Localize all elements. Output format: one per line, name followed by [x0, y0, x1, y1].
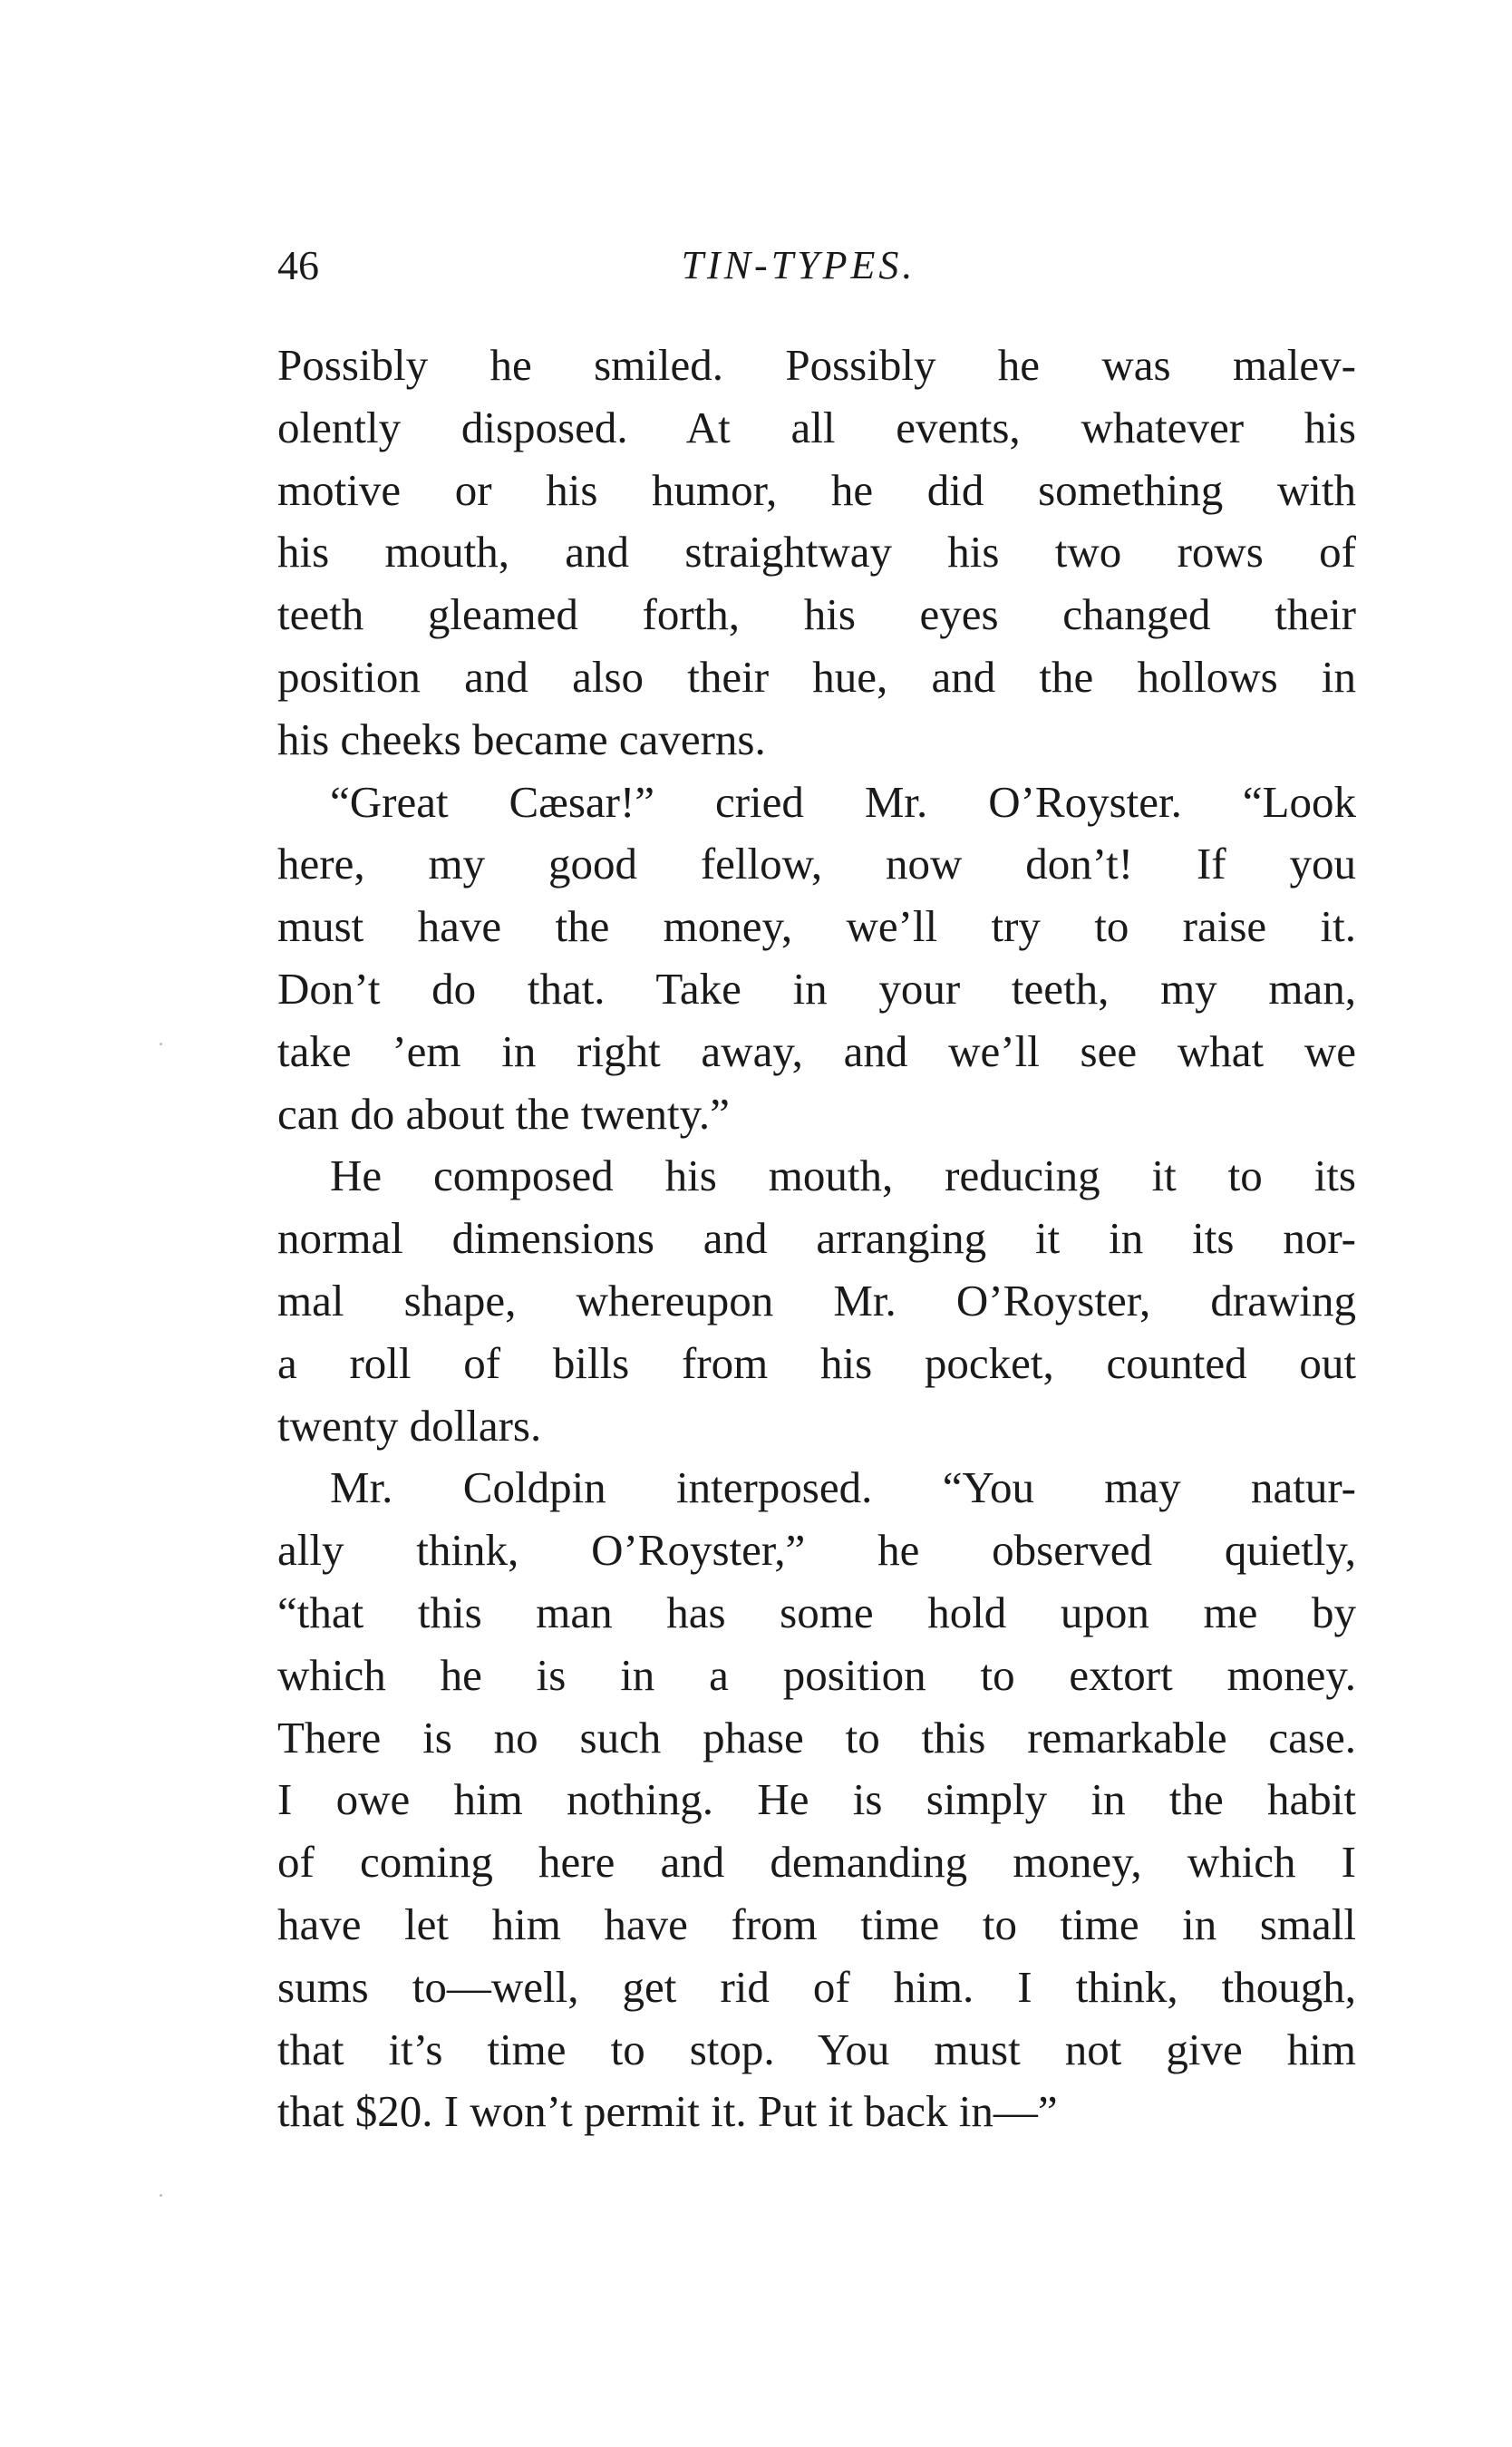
- text-line: motive or his humor, he did something with: [277, 464, 1356, 515]
- text-line: teeth gleamed forth, his eyes changed their: [277, 589, 1356, 640]
- text-line: position and also their hue, and the hollows in: [277, 651, 1356, 702]
- text-line: “Great Cæsar!” cried Mr. O’Royster. “Look: [330, 776, 1356, 827]
- text-line: must have the money, we’ll try to raise it.: [277, 901, 1356, 952]
- paragraph: [277, 772, 1356, 1146]
- text-line: twenty dollars.: [277, 1400, 542, 1451]
- text-line: of coming here and demanding money, which I: [277, 1837, 1356, 1888]
- running-head: [277, 234, 1356, 297]
- body-text: [277, 335, 1356, 2143]
- margin-speck: [160, 2194, 162, 2197]
- text-line: can do about the twenty.”: [277, 1088, 730, 1139]
- text-line: his mouth, and straightway his two rows of: [277, 527, 1356, 578]
- text-line: Possibly he smiled. Possibly he was malev-: [277, 340, 1356, 390]
- running-title: TIN-TYPES.: [681, 243, 916, 287]
- text-line: have let him have from time to time in small: [277, 1898, 1356, 1949]
- text-line: olently disposed. At all events, whatever his: [277, 402, 1356, 452]
- text-line: “that this man has some hold upon me by: [277, 1587, 1356, 1637]
- paragraph: [277, 1145, 1356, 1457]
- margin-speck: [160, 1043, 162, 1045]
- paragraph: [277, 335, 1356, 772]
- page-number: 46: [277, 242, 319, 288]
- text-line: a roll of bills from his pocket, counted out: [277, 1337, 1356, 1388]
- text-line: He composed his mouth, reducing it to its: [330, 1151, 1356, 1201]
- text-line: sums to—well, get rid of him. I think, though,: [277, 1961, 1356, 2012]
- text-line: take ’em in right away, and we’ll see what we: [277, 1025, 1356, 1076]
- paragraph: [277, 1457, 1356, 2143]
- text-line: here, my good fellow, now don’t! If you: [277, 839, 1356, 889]
- text-line: that $20. I won’t permit it. Put it back in—”: [277, 2086, 1058, 2137]
- text-line: which he is in a position to extort money.: [277, 1649, 1356, 1700]
- text-line: Don’t do that. Take in your teeth, my man,: [277, 963, 1356, 1014]
- text-line: that it’s time to stop. You must not give him: [277, 2024, 1356, 2074]
- text-line: I owe him nothing. He is simply in the habit: [277, 1774, 1356, 1825]
- text-line: his cheeks became caverns.: [277, 714, 766, 764]
- text-line: Mr. Coldpin interposed. “You may natur-: [330, 1462, 1356, 1513]
- text-line: normal dimensions and arranging it in its nor-: [277, 1213, 1356, 1264]
- text-line: ally think, O’Royster,” he observed quietly,: [277, 1525, 1356, 1576]
- text-line: There is no such phase to this remarkable case.: [277, 1712, 1356, 1762]
- text-line: mal shape, whereupon Mr. O’Royster, drawing: [277, 1275, 1356, 1325]
